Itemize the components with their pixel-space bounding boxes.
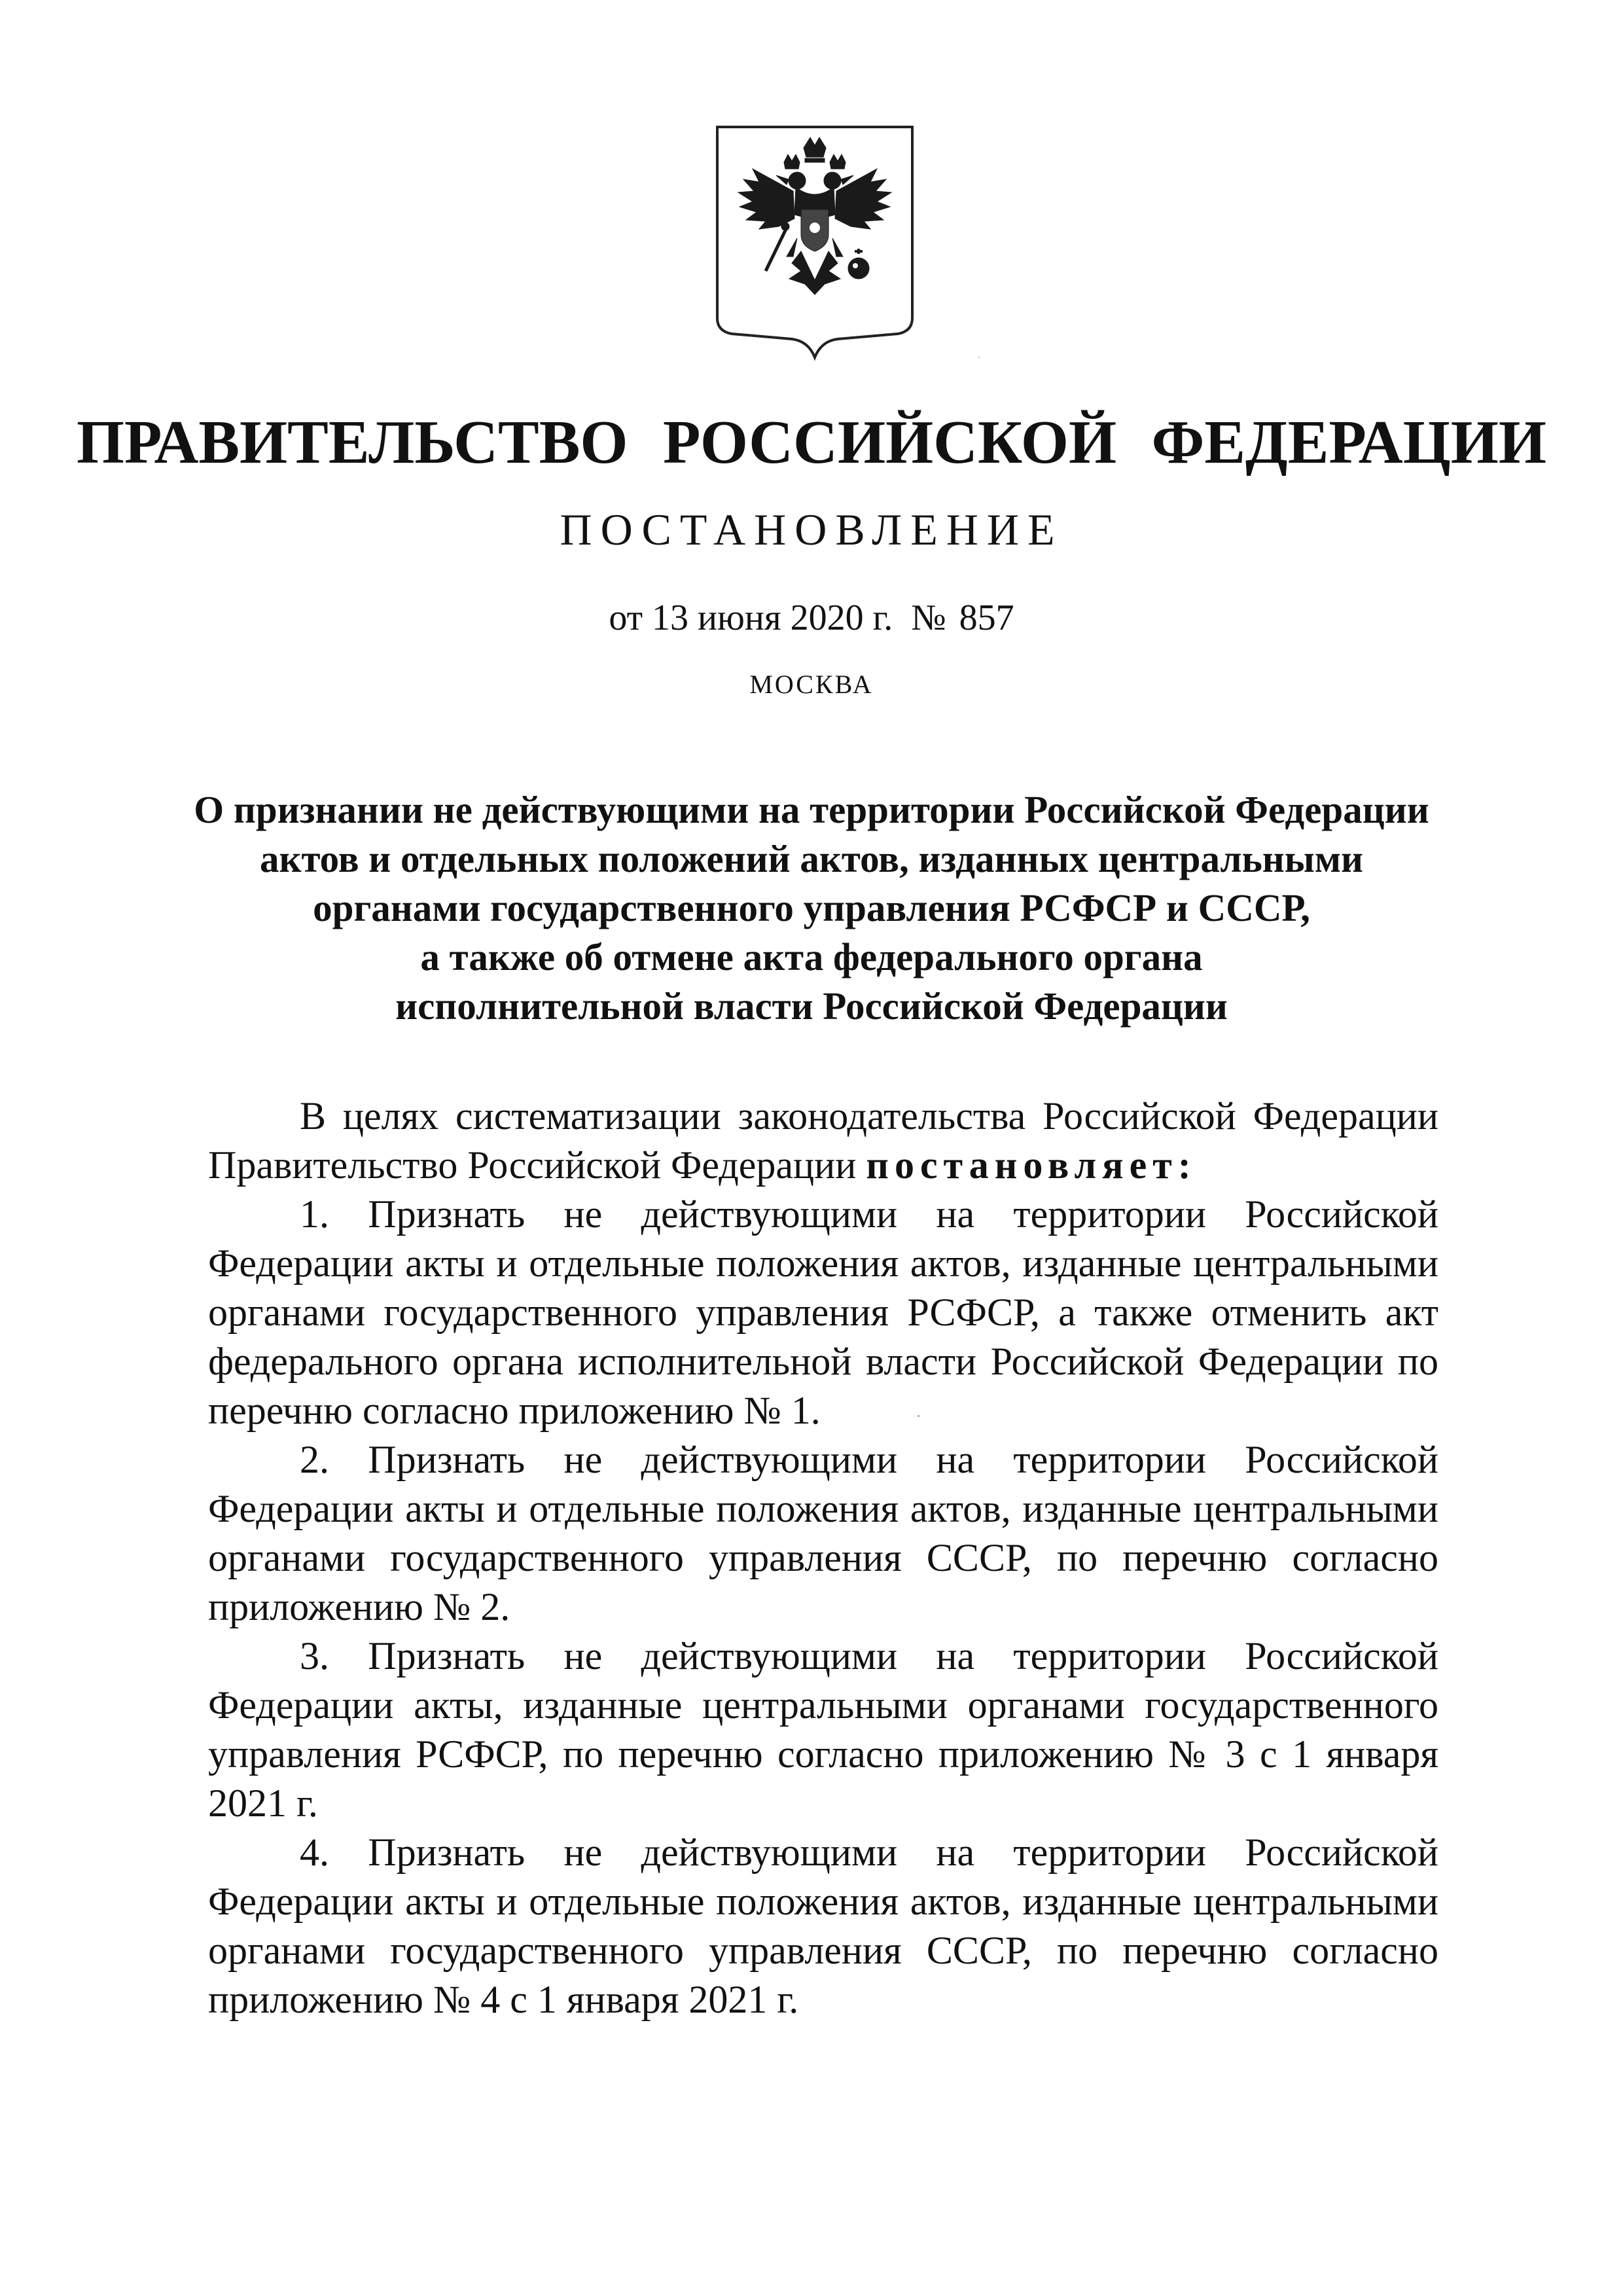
scan-artifact — [918, 1415, 919, 1417]
document-number-label: № — [911, 598, 946, 638]
document-type: ПОСТАНОВЛЕНИЕ — [560, 505, 1063, 554]
preamble-action: постановляет: — [866, 1143, 1197, 1187]
document-date-line — [0, 597, 1623, 639]
subject-line: исполнительной власти Российской Федерации — [395, 984, 1228, 1028]
government-title: ПРАВИТЕЛЬСТВО РОССИЙСКОЙ ФЕДЕРАЦИИ — [76, 408, 1547, 476]
preamble-paragraph — [208, 1092, 1438, 1190]
subject-line: О признании не действующими на территории Российской Федерации — [194, 788, 1429, 831]
document-date: от 13 июня 2020 г. — [609, 598, 893, 638]
document-body — [208, 1092, 1438, 2024]
russian-coat-of-arms-icon — [713, 123, 916, 362]
document-city: МОСКВА — [749, 670, 874, 699]
subject-line: а также об отмене акта федерального органа — [420, 935, 1203, 978]
document-number: 857 — [959, 598, 1014, 638]
preamble-text: В целях систематизации законодательства Российской Федерации Правительство Российской Федерации — [208, 1094, 1438, 1187]
scan-artifact — [978, 357, 980, 358]
coat-of-arms-emblem — [713, 123, 916, 362]
body-item: 3. Признать не действующими на территории Российской Федерации акты, изданные центральными органами государственного управления РСФСР, по перечню согласно приложению № 3 с 1 января 2021 г. — [208, 1634, 1438, 1825]
body-item: 1. Признать не действующими на территории Российской Федерации акты и отдельные положения актов, изданные центральными органами государственного управления РСФСР, а также отменить акт федерального органа исполнительной власти Российской Федерации по перечню согласно приложению № 1. — [208, 1193, 1438, 1432]
document-subject — [0, 785, 1623, 1031]
body-item: 4. Признать не действующими на территории Российской Федерации акты и отдельные положения актов, изданные центральными органами государственного управления СССР, по перечню согласно приложению № 4 с 1 января 2021 г. — [208, 1831, 1438, 2021]
subject-line: органами государственного управления РСФСР и СССР, — [313, 886, 1310, 929]
body-item: 2. Признать не действующими на территории Российской Федерации акты и отдельные положения актов, изданные центральными органами государственного управления СССР, по перечню согласно приложению № 2. — [208, 1438, 1438, 1628]
subject-line: актов и отдельных положений актов, изданных центральными — [259, 837, 1364, 880]
